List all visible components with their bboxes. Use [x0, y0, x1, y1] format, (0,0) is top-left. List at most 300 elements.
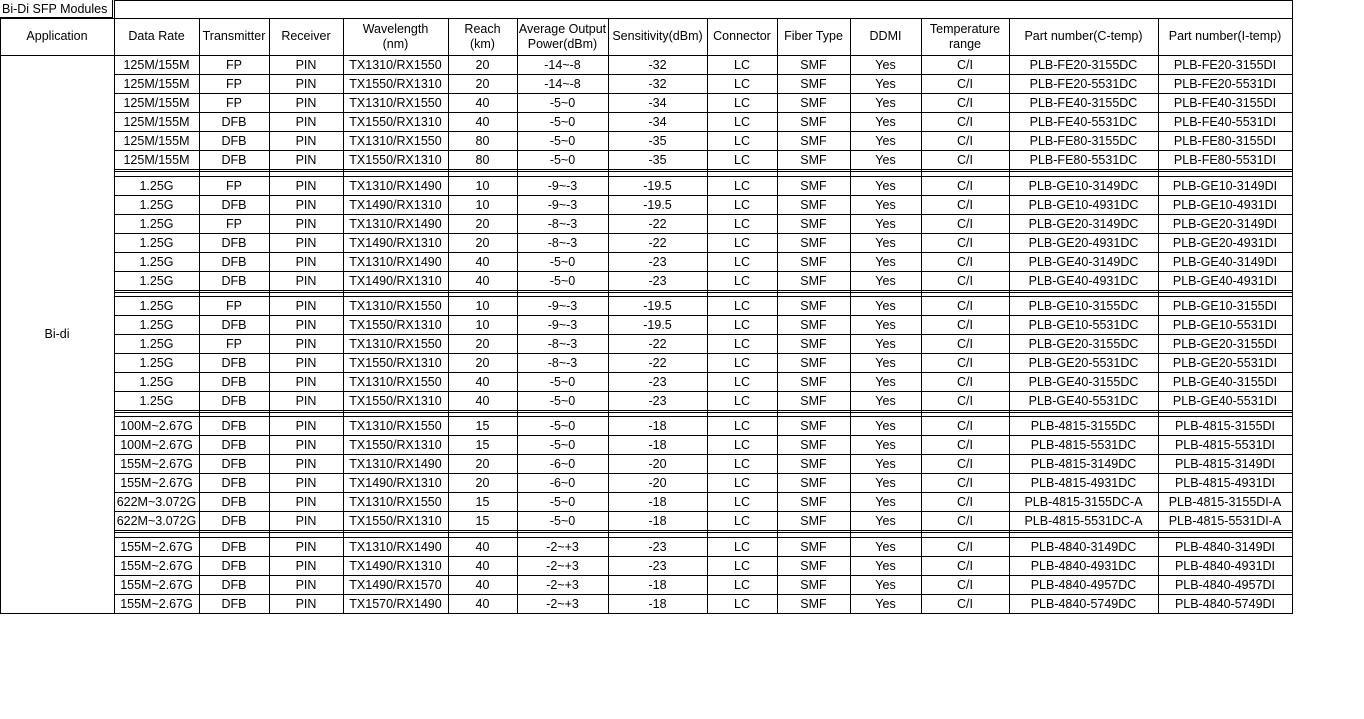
- wavelength-cell: TX1310/RX1550: [349, 133, 442, 148]
- transmitter-cell: DFB: [221, 197, 247, 212]
- part-number-i-temp-cell: PLB-4815-3155DI: [1174, 418, 1276, 433]
- transmitter-cell: DFB: [221, 577, 247, 592]
- transmitter-cell: DFB: [221, 133, 247, 148]
- avg-output-power-cell: -9~-3: [547, 298, 578, 313]
- connector-cell: LC: [734, 475, 750, 490]
- grid-hline: [114, 530, 1293, 531]
- data-rate-cell: 155M~2.67G: [120, 577, 193, 592]
- grid-hline: [114, 0, 1293, 1]
- connector-cell: LC: [734, 216, 750, 231]
- connector-cell: LC: [734, 355, 750, 370]
- ddmi-cell: Yes: [875, 355, 896, 370]
- avg-output-power-cell: -5~0: [549, 393, 576, 408]
- connector-cell: LC: [734, 254, 750, 269]
- temperature-range-cell: C/I: [957, 374, 973, 389]
- reach-cell: 40: [475, 95, 490, 110]
- grid-hline: [114, 594, 1293, 595]
- grid-hline: [114, 353, 1293, 354]
- part-number-i-temp-cell: PLB-GE40-4931DI: [1172, 273, 1278, 288]
- part-number-c-temp-cell: PLB-GE10-3149DC: [1028, 178, 1139, 193]
- avg-output-power-cell: -5~0: [549, 418, 576, 433]
- temperature-range-cell: C/I: [957, 114, 973, 129]
- reach-cell: 20: [475, 336, 490, 351]
- receiver-cell: PIN: [295, 178, 317, 193]
- ddmi-cell: Yes: [875, 418, 896, 433]
- data-rate-cell: 622M~3.072G: [116, 513, 197, 528]
- sensitivity-cell: -22: [648, 355, 667, 370]
- connector-cell: LC: [734, 336, 750, 351]
- fiber-type-cell: SMF: [800, 178, 827, 193]
- grid-hline: [114, 315, 1293, 316]
- receiver-cell: PIN: [295, 152, 317, 167]
- temperature-range-cell: C/I: [957, 558, 973, 573]
- ddmi-cell: Yes: [875, 437, 896, 452]
- data-rate-cell: 125M/155M: [123, 114, 190, 129]
- grid-hline: [114, 511, 1293, 512]
- grid-hline: [114, 473, 1293, 474]
- grid-hline: [114, 334, 1293, 335]
- data-rate-cell: 1.25G: [139, 216, 174, 231]
- ddmi-cell: Yes: [875, 216, 896, 231]
- fiber-type-cell: SMF: [800, 539, 827, 554]
- avg-output-power-cell: -14~-8: [544, 57, 581, 72]
- wavelength-cell: TX1570/RX1490: [349, 596, 442, 611]
- grid-vline: [343, 18, 344, 614]
- reach-cell: 40: [475, 596, 490, 611]
- connector-cell: LC: [734, 273, 750, 288]
- temperature-range-cell: C/I: [957, 298, 973, 313]
- grid-hline: [114, 412, 1293, 413]
- part-number-c-temp-cell: PLB-4815-5531DC-A: [1024, 513, 1143, 528]
- connector-cell: LC: [734, 418, 750, 433]
- connector-cell: LC: [734, 539, 750, 554]
- data-rate-cell: 125M/155M: [123, 133, 190, 148]
- connector-cell: LC: [734, 178, 750, 193]
- grid-hline: [114, 169, 1293, 170]
- connector-cell: LC: [734, 317, 750, 332]
- avg-output-power-cell: -8~-3: [547, 235, 578, 250]
- transmitter-cell: DFB: [221, 418, 247, 433]
- data-rate-cell: 1.25G: [139, 298, 174, 313]
- transmitter-cell: FP: [226, 95, 242, 110]
- sensitivity-cell: -19.5: [643, 298, 672, 313]
- wavelength-cell: TX1310/RX1490: [349, 456, 442, 471]
- header-cell: Fiber Type: [784, 29, 843, 43]
- ddmi-cell: Yes: [875, 596, 896, 611]
- avg-output-power-cell: -8~-3: [547, 355, 578, 370]
- grid-hline: [114, 416, 1293, 417]
- reach-cell: 20: [475, 456, 490, 471]
- reach-cell: 10: [475, 178, 490, 193]
- reach-cell: 80: [475, 133, 490, 148]
- sensitivity-cell: -18: [648, 513, 667, 528]
- grid-hline: [114, 391, 1293, 392]
- header-cell: Part number(C-temp): [1024, 29, 1143, 43]
- connector-cell: LC: [734, 494, 750, 509]
- part-number-i-temp-cell: PLB-4815-3155DI-A: [1168, 494, 1282, 509]
- reach-cell: 40: [475, 393, 490, 408]
- grid-hline: [114, 74, 1293, 75]
- part-number-c-temp-cell: PLB-FE20-3155DC: [1029, 57, 1138, 72]
- receiver-cell: PIN: [295, 456, 317, 471]
- grid-vline: [777, 18, 778, 614]
- connector-cell: LC: [734, 513, 750, 528]
- data-rate-cell: 1.25G: [139, 197, 174, 212]
- transmitter-cell: DFB: [221, 456, 247, 471]
- grid-vline: [1158, 18, 1159, 614]
- ddmi-cell: Yes: [875, 475, 896, 490]
- part-number-i-temp-cell: PLB-GE20-5531DI: [1172, 355, 1278, 370]
- grid-vline: [850, 18, 851, 614]
- temperature-range-cell: C/I: [957, 418, 973, 433]
- reach-cell: 80: [475, 152, 490, 167]
- reach-cell: 20: [475, 355, 490, 370]
- temperature-range-cell: C/I: [957, 197, 973, 212]
- grid-vline: [448, 18, 449, 614]
- wavelength-cell: TX1490/RX1310: [349, 197, 442, 212]
- fiber-type-cell: SMF: [800, 298, 827, 313]
- data-rate-cell: 1.25G: [139, 336, 174, 351]
- grid-hline: [114, 131, 1293, 132]
- fiber-type-cell: SMF: [800, 273, 827, 288]
- fiber-type-cell: SMF: [800, 475, 827, 490]
- grid-hline: [114, 296, 1293, 297]
- sensitivity-cell: -20: [648, 456, 667, 471]
- fiber-type-cell: SMF: [800, 596, 827, 611]
- connector-cell: LC: [734, 558, 750, 573]
- fiber-type-cell: SMF: [800, 456, 827, 471]
- receiver-cell: PIN: [295, 596, 317, 611]
- receiver-cell: PIN: [295, 235, 317, 250]
- temperature-range-cell: C/I: [957, 355, 973, 370]
- fiber-type-cell: SMF: [800, 95, 827, 110]
- data-rate-cell: 125M/155M: [123, 95, 190, 110]
- header-cell: Part number(I-temp): [1168, 29, 1282, 43]
- avg-output-power-cell: -5~0: [549, 95, 576, 110]
- wavelength-cell: TX1550/RX1310: [349, 114, 442, 129]
- reach-cell: 20: [475, 57, 490, 72]
- fiber-type-cell: SMF: [800, 393, 827, 408]
- receiver-cell: PIN: [295, 437, 317, 452]
- part-number-c-temp-cell: PLB-4815-3155DC: [1030, 418, 1137, 433]
- temperature-range-cell: C/I: [957, 152, 973, 167]
- header-cell: Temperature range: [929, 21, 1001, 51]
- transmitter-cell: DFB: [221, 437, 247, 452]
- sensitivity-cell: -19.5: [643, 197, 672, 212]
- transmitter-cell: DFB: [221, 114, 247, 129]
- ddmi-cell: Yes: [875, 57, 896, 72]
- wavelength-cell: TX1310/RX1550: [349, 298, 442, 313]
- receiver-cell: PIN: [295, 298, 317, 313]
- receiver-cell: PIN: [295, 355, 317, 370]
- receiver-cell: PIN: [295, 418, 317, 433]
- receiver-cell: PIN: [295, 317, 317, 332]
- fiber-type-cell: SMF: [800, 152, 827, 167]
- header-cell: Data Rate: [128, 29, 185, 43]
- avg-output-power-cell: -5~0: [549, 273, 576, 288]
- fiber-type-cell: SMF: [800, 317, 827, 332]
- grid-hline: [114, 575, 1293, 576]
- temperature-range-cell: C/I: [957, 513, 973, 528]
- transmitter-cell: DFB: [221, 539, 247, 554]
- ddmi-cell: Yes: [875, 336, 896, 351]
- sensitivity-cell: -23: [648, 393, 667, 408]
- connector-cell: LC: [734, 235, 750, 250]
- sensitivity-cell: -18: [648, 596, 667, 611]
- grid-hline: [114, 233, 1293, 234]
- ddmi-cell: Yes: [875, 254, 896, 269]
- part-number-c-temp-cell: PLB-FE20-5531DC: [1029, 76, 1138, 91]
- sensitivity-cell: -32: [648, 76, 667, 91]
- receiver-cell: PIN: [295, 336, 317, 351]
- temperature-range-cell: C/I: [957, 336, 973, 351]
- ddmi-cell: Yes: [875, 539, 896, 554]
- transmitter-cell: FP: [226, 298, 242, 313]
- ddmi-cell: Yes: [875, 76, 896, 91]
- data-rate-cell: 1.25G: [139, 235, 174, 250]
- part-number-c-temp-cell: PLB-GE20-5531DC: [1028, 355, 1139, 370]
- transmitter-cell: DFB: [221, 235, 247, 250]
- fiber-type-cell: SMF: [800, 57, 827, 72]
- data-rate-cell: 100M~2.67G: [120, 418, 193, 433]
- data-rate-cell: 155M~2.67G: [120, 596, 193, 611]
- wavelength-cell: TX1550/RX1310: [349, 317, 442, 332]
- wavelength-cell: TX1310/RX1550: [349, 494, 442, 509]
- reach-cell: 20: [475, 216, 490, 231]
- header-cell: Wavelength (nm): [362, 21, 429, 51]
- sensitivity-cell: -35: [648, 152, 667, 167]
- sensitivity-cell: -18: [648, 577, 667, 592]
- part-number-i-temp-cell: PLB-FE80-3155DI: [1173, 133, 1277, 148]
- avg-output-power-cell: -5~0: [549, 374, 576, 389]
- sensitivity-cell: -34: [648, 95, 667, 110]
- temperature-range-cell: C/I: [957, 216, 973, 231]
- grid-hline: [114, 435, 1293, 436]
- part-number-c-temp-cell: PLB-4815-3155DC-A: [1024, 494, 1143, 509]
- avg-output-power-cell: -5~0: [549, 133, 576, 148]
- avg-output-power-cell: -6~0: [549, 475, 576, 490]
- receiver-cell: PIN: [295, 114, 317, 129]
- reach-cell: 10: [475, 298, 490, 313]
- transmitter-cell: DFB: [221, 513, 247, 528]
- temperature-range-cell: C/I: [957, 437, 973, 452]
- reach-cell: 40: [475, 577, 490, 592]
- part-number-i-temp-cell: PLB-GE40-3155DI: [1172, 374, 1278, 389]
- grid-vline: [114, 0, 115, 614]
- ddmi-cell: Yes: [875, 133, 896, 148]
- reach-cell: 40: [475, 539, 490, 554]
- sensitivity-cell: -22: [648, 336, 667, 351]
- reach-cell: 15: [475, 494, 490, 509]
- sensitivity-cell: -23: [648, 374, 667, 389]
- avg-output-power-cell: -2~+3: [546, 558, 579, 573]
- part-number-i-temp-cell: PLB-FE80-5531DI: [1173, 152, 1277, 167]
- data-rate-cell: 155M~2.67G: [120, 456, 193, 471]
- ddmi-cell: Yes: [875, 95, 896, 110]
- connector-cell: LC: [734, 197, 750, 212]
- wavelength-cell: TX1550/RX1310: [349, 513, 442, 528]
- ddmi-cell: Yes: [875, 513, 896, 528]
- wavelength-cell: TX1550/RX1310: [349, 76, 442, 91]
- temperature-range-cell: C/I: [957, 539, 973, 554]
- wavelength-cell: TX1490/RX1310: [349, 235, 442, 250]
- fiber-type-cell: SMF: [800, 114, 827, 129]
- data-rate-cell: 1.25G: [139, 317, 174, 332]
- grid-hline: [114, 112, 1293, 113]
- sensitivity-cell: -34: [648, 114, 667, 129]
- connector-cell: LC: [734, 596, 750, 611]
- part-number-i-temp-cell: PLB-4840-4957DI: [1174, 577, 1276, 592]
- part-number-c-temp-cell: PLB-4840-4957DC: [1030, 577, 1137, 592]
- connector-cell: LC: [734, 577, 750, 592]
- avg-output-power-cell: -5~0: [549, 254, 576, 269]
- part-number-c-temp-cell: PLB-GE10-5531DC: [1028, 317, 1139, 332]
- sensitivity-cell: -32: [648, 57, 667, 72]
- ddmi-cell: Yes: [875, 494, 896, 509]
- grid-hline: [0, 55, 1293, 56]
- grid-hline: [114, 454, 1293, 455]
- fiber-type-cell: SMF: [800, 254, 827, 269]
- part-number-c-temp-cell: PLB-GE10-4931DC: [1028, 197, 1139, 212]
- grid-vline: [1292, 0, 1293, 614]
- grid-vline: [269, 18, 270, 614]
- receiver-cell: PIN: [295, 273, 317, 288]
- header-cell: Average Output Power(dBm): [518, 21, 607, 51]
- sensitivity-cell: -19.5: [643, 317, 672, 332]
- receiver-cell: PIN: [295, 577, 317, 592]
- transmitter-cell: DFB: [221, 494, 247, 509]
- fiber-type-cell: SMF: [800, 437, 827, 452]
- wavelength-cell: TX1310/RX1490: [349, 216, 442, 231]
- avg-output-power-cell: -8~-3: [547, 336, 578, 351]
- ddmi-cell: Yes: [875, 374, 896, 389]
- transmitter-cell: DFB: [221, 317, 247, 332]
- reach-cell: 40: [475, 254, 490, 269]
- data-rate-cell: 1.25G: [139, 374, 174, 389]
- receiver-cell: PIN: [295, 57, 317, 72]
- wavelength-cell: TX1310/RX1550: [349, 418, 442, 433]
- connector-cell: LC: [734, 456, 750, 471]
- receiver-cell: PIN: [295, 76, 317, 91]
- data-rate-cell: 125M/155M: [123, 152, 190, 167]
- part-number-i-temp-cell: PLB-FE40-5531DI: [1173, 114, 1277, 129]
- part-number-i-temp-cell: PLB-GE20-3155DI: [1172, 336, 1278, 351]
- grid-vline: [517, 18, 518, 614]
- fiber-type-cell: SMF: [800, 418, 827, 433]
- receiver-cell: PIN: [295, 216, 317, 231]
- transmitter-cell: FP: [226, 216, 242, 231]
- data-rate-cell: 155M~2.67G: [120, 539, 193, 554]
- sensitivity-cell: -18: [648, 437, 667, 452]
- part-number-i-temp-cell: PLB-4815-5531DI: [1174, 437, 1276, 452]
- header-cell: Reach (km): [464, 21, 501, 51]
- part-number-c-temp-cell: PLB-GE10-3155DC: [1028, 298, 1139, 313]
- ddmi-cell: Yes: [875, 577, 896, 592]
- temperature-range-cell: C/I: [957, 57, 973, 72]
- header-cell: DDMI: [869, 29, 902, 43]
- grid-hline: [114, 150, 1293, 151]
- avg-output-power-cell: -5~0: [549, 114, 576, 129]
- temperature-range-cell: C/I: [957, 577, 973, 592]
- temperature-range-cell: C/I: [957, 494, 973, 509]
- grid-vline: [608, 18, 609, 614]
- avg-output-power-cell: -5~0: [549, 152, 576, 167]
- data-rate-cell: 155M~2.67G: [120, 475, 193, 490]
- receiver-cell: PIN: [295, 475, 317, 490]
- data-rate-cell: 125M/155M: [123, 76, 190, 91]
- part-number-i-temp-cell: PLB-4815-3149DI: [1174, 456, 1276, 471]
- reach-cell: 15: [475, 437, 490, 452]
- data-rate-cell: 1.25G: [139, 355, 174, 370]
- grid-hline: [114, 556, 1293, 557]
- wavelength-cell: TX1310/RX1550: [349, 336, 442, 351]
- avg-output-power-cell: -2~+3: [546, 539, 579, 554]
- connector-cell: LC: [734, 374, 750, 389]
- fiber-type-cell: SMF: [800, 355, 827, 370]
- reach-cell: 20: [475, 235, 490, 250]
- fiber-type-cell: SMF: [800, 235, 827, 250]
- temperature-range-cell: C/I: [957, 235, 973, 250]
- reach-cell: 10: [475, 317, 490, 332]
- data-rate-cell: 1.25G: [139, 393, 174, 408]
- transmitter-cell: DFB: [221, 273, 247, 288]
- ddmi-cell: Yes: [875, 152, 896, 167]
- data-rate-cell: 125M/155M: [123, 57, 190, 72]
- avg-output-power-cell: -5~0: [549, 513, 576, 528]
- wavelength-cell: TX1310/RX1490: [349, 254, 442, 269]
- part-number-c-temp-cell: PLB-FE40-3155DC: [1029, 95, 1138, 110]
- wavelength-cell: TX1310/RX1550: [349, 95, 442, 110]
- fiber-type-cell: SMF: [800, 558, 827, 573]
- transmitter-cell: DFB: [221, 254, 247, 269]
- part-number-i-temp-cell: PLB-GE40-3149DI: [1172, 254, 1278, 269]
- wavelength-cell: TX1310/RX1490: [349, 539, 442, 554]
- transmitter-cell: FP: [226, 178, 242, 193]
- fiber-type-cell: SMF: [800, 216, 827, 231]
- reach-cell: 20: [475, 475, 490, 490]
- sensitivity-cell: -18: [648, 494, 667, 509]
- header-cell: Receiver: [281, 29, 331, 43]
- part-number-c-temp-cell: PLB-4815-4931DC: [1030, 475, 1137, 490]
- transmitter-cell: FP: [226, 57, 242, 72]
- fiber-type-cell: SMF: [800, 76, 827, 91]
- part-number-i-temp-cell: PLB-GE40-5531DI: [1172, 393, 1278, 408]
- transmitter-cell: DFB: [221, 475, 247, 490]
- grid-hline: [114, 176, 1293, 177]
- reach-cell: 15: [475, 418, 490, 433]
- wavelength-cell: TX1490/RX1310: [349, 273, 442, 288]
- part-number-c-temp-cell: PLB-GE20-3149DC: [1028, 216, 1139, 231]
- temperature-range-cell: C/I: [957, 596, 973, 611]
- avg-output-power-cell: -5~0: [549, 494, 576, 509]
- connector-cell: LC: [734, 114, 750, 129]
- grid-hline: [114, 93, 1293, 94]
- transmitter-cell: DFB: [221, 355, 247, 370]
- transmitter-cell: DFB: [221, 374, 247, 389]
- grid-hline: [114, 292, 1293, 293]
- ddmi-cell: Yes: [875, 114, 896, 129]
- receiver-cell: PIN: [295, 254, 317, 269]
- part-number-i-temp-cell: PLB-4815-5531DI-A: [1168, 513, 1282, 528]
- reach-cell: 40: [475, 273, 490, 288]
- wavelength-cell: TX1310/RX1550: [349, 57, 442, 72]
- connector-cell: LC: [734, 95, 750, 110]
- part-number-i-temp-cell: PLB-GE20-4931DI: [1172, 235, 1278, 250]
- part-number-c-temp-cell: PLB-GE20-4931DC: [1028, 235, 1139, 250]
- wavelength-cell: TX1490/RX1310: [349, 558, 442, 573]
- grid-hline: [114, 372, 1293, 373]
- transmitter-cell: DFB: [221, 596, 247, 611]
